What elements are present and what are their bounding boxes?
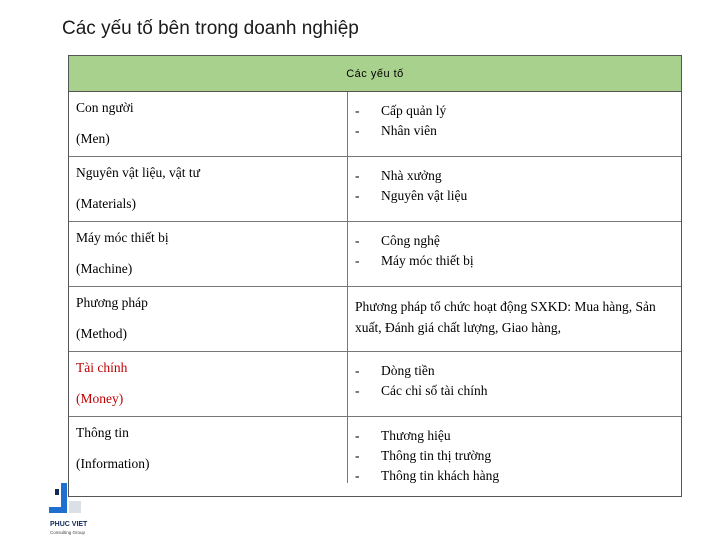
method-description: Phương pháp tổ chức hoạt động SXKD: Mua hàng, Sản xuất, Đánh giá chất lượng, Giao hàng, <box>355 299 656 335</box>
factor-english-name: (Method) <box>76 325 127 341</box>
list-item-text: Các chỉ số tài chính <box>381 383 488 398</box>
table-row <box>69 92 681 157</box>
dash-bullet: - <box>355 188 360 203</box>
factor-english-name: (Information) <box>76 455 150 471</box>
factor-english-name: (Machine) <box>76 260 133 276</box>
table-row <box>69 287 681 352</box>
table-header: Các yếu tố <box>69 56 681 92</box>
details-cell <box>348 417 681 483</box>
factor-cell <box>69 222 348 286</box>
dash-bullet: - <box>355 253 360 268</box>
details-list <box>355 101 681 141</box>
list-item <box>355 251 681 271</box>
factor-name: Con người <box>76 100 134 115</box>
factor-cell <box>69 417 348 483</box>
factor-cell <box>69 92 348 156</box>
details-list <box>355 166 681 206</box>
list-item <box>355 101 681 121</box>
details-cell <box>348 92 681 156</box>
list-item-text: Thông tin khách hàng <box>381 468 500 483</box>
factor-english-name: (Men) <box>76 130 110 146</box>
dash-bullet: - <box>355 168 360 183</box>
list-item <box>355 426 681 446</box>
factor-cell <box>69 157 348 221</box>
phuc-viet-logo-icon <box>49 483 81 519</box>
list-item <box>355 186 681 206</box>
details-list <box>355 426 681 486</box>
table-row <box>69 417 681 483</box>
list-item <box>355 381 681 401</box>
list-item <box>355 361 681 381</box>
factor-english-name: (Money) <box>76 390 124 406</box>
factor-name: Thông tin <box>76 425 129 440</box>
details-list <box>355 361 681 401</box>
list-item-text: Máy móc thiết bị <box>381 253 474 268</box>
logo-name: PHUC VIET <box>50 521 88 528</box>
list-item-text: Thương hiệu <box>381 428 451 443</box>
details-cell <box>348 222 681 286</box>
page-title: Các yếu tố bên trong doanh nghiệp <box>62 18 359 39</box>
list-item-text: Cấp quản lý <box>381 103 447 118</box>
details-cell <box>348 287 681 351</box>
list-item <box>355 166 681 186</box>
list-item <box>355 121 681 141</box>
list-item-text: Dòng tiền <box>381 363 435 378</box>
factor-cell <box>69 352 348 416</box>
dash-bullet: - <box>355 123 360 138</box>
list-item-text: Nguyên vật liệu <box>381 188 468 203</box>
factor-name: Nguyên vật liệu, vật tư <box>76 165 200 180</box>
factor-name: Phương pháp <box>76 295 148 310</box>
list-item <box>355 446 681 466</box>
dash-bullet: - <box>355 363 360 378</box>
table-row <box>69 157 681 222</box>
dash-bullet: - <box>355 428 360 443</box>
factor-cell <box>69 287 348 351</box>
list-item-text: Công nghệ <box>381 233 440 248</box>
list-item-text: Nhà xưởng <box>381 168 442 183</box>
logo-tagline: Consulting Group <box>50 530 86 535</box>
dash-bullet: - <box>355 468 360 483</box>
details-cell <box>348 352 681 416</box>
factor-name: Tài chính <box>76 360 128 375</box>
factor-name: Máy móc thiết bị <box>76 230 169 245</box>
dash-bullet: - <box>355 103 360 118</box>
table-row <box>69 222 681 287</box>
list-item-text: Thông tin thị trường <box>381 448 492 463</box>
list-item <box>355 231 681 251</box>
table-row <box>69 352 681 417</box>
details-cell <box>348 157 681 221</box>
factor-english-name: (Materials) <box>76 195 136 211</box>
dash-bullet: - <box>355 448 360 463</box>
dash-bullet: - <box>355 233 360 248</box>
details-list <box>355 231 681 271</box>
dash-bullet: - <box>355 383 360 398</box>
list-item <box>355 466 681 486</box>
list-item-text: Nhân viên <box>381 123 437 138</box>
factors-table <box>68 55 682 497</box>
table-body <box>69 92 681 483</box>
company-logo <box>49 483 94 538</box>
